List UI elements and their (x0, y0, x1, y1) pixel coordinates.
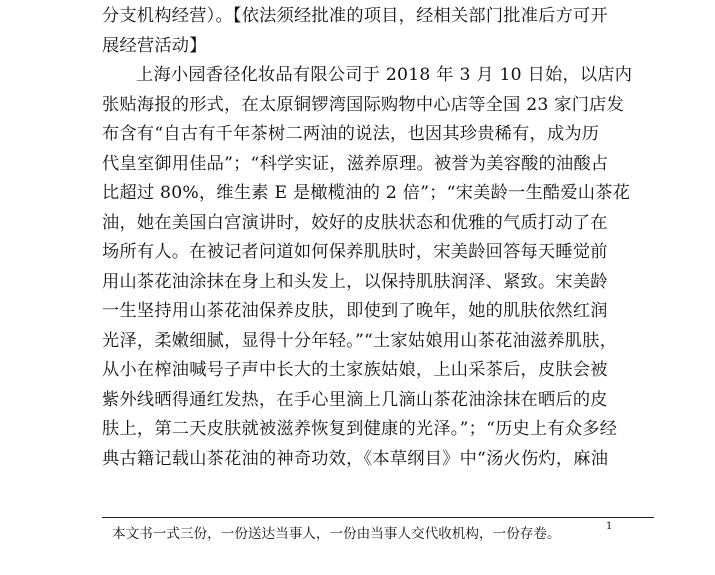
text-line: 张贴海报的形式，在太原铜锣湾国际购物中心店等全国 23 家门店发 (102, 94, 625, 115)
text-line: 代皇室御用佳品”；“科学实证，滋养原理。被誉为美容酸的油酸占 (102, 153, 609, 174)
text-line: 油，她在美国白宫演讲时，姣好的皮肤状态和优雅的气质打动了在 (102, 212, 608, 233)
text-line: 展经营活动】 (102, 35, 207, 56)
text-line: 比超过 80%，维生素 E 是橄榄油的 2 倍”；“宋美龄一生酷爱山茶花 (102, 183, 631, 203)
text-line: 紫外线晒得通红发热，在手心里滴上几滴山茶花油涂抹在晒后的皮 (102, 389, 608, 410)
footer-divider (102, 517, 654, 518)
text-line: 光泽，柔嫩细腻，显得十分年轻。”“土家姑娘用山茶花油滋养肌肤， (102, 330, 618, 351)
text-line: 一生坚持用山茶花油保养皮肤，即使到了晚年，她的肌肤依然红润 (102, 301, 608, 321)
text-line: 肤上，第二天皮肤就被滋养恢复到健康的光泽。”；“历史上有众多经 (102, 419, 618, 439)
text-line: 分支机构经营）。【依法须经批准的项目，经相关部门批准后方可开 (102, 6, 608, 26)
text-line: 场所有人。在被记者问道如何保养肌肤时，宋美龄回答每天睡觉前 (102, 242, 608, 262)
body-text (102, 2, 633, 474)
text-line: 布含有“自古有千年茶树二两油的说法，也因其珍贵稀有，成为历 (102, 124, 600, 144)
page-number: 1 (606, 521, 613, 532)
footer-note: 本文书一式三份，一份送达当事人，一份由当事人交代收机构，一份存卷。 (112, 526, 561, 542)
text-line: 用山茶花油涂抹在身上和头发上，以保持肌肤润泽、紧致。宋美龄 (102, 271, 608, 292)
text-line: 典古籍记载山茶花油的神奇功效，《本草纲目》中“汤火伤灼，麻油 (102, 448, 609, 469)
text-line: 从小在榨油喊号子声中长大的土家族姑娘，上山采茶后，皮肤会被 (102, 360, 608, 380)
paragraph-first-line: 上海小园香径化妆品有限公司于 2018 年 3 月 10 日始，以店内 (136, 65, 633, 85)
